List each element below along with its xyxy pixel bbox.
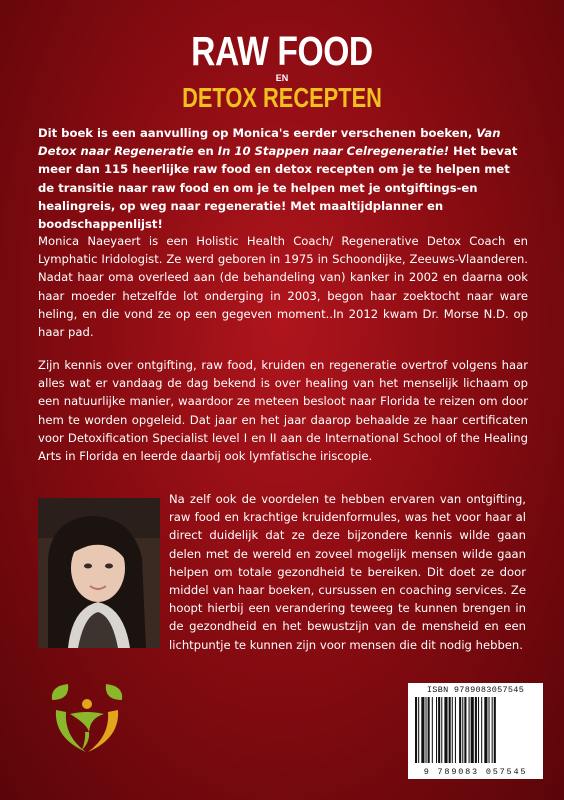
intro-text-c: en <box>193 144 218 159</box>
intro-text-e: Het bevat meer dan 115 heerlijke raw food en detox recepten om je te helpen met de transitie naar raw food en om je te helpen met je ontgiftings-en healingreis, op weg naar regeneratie! Met maaltijdplanner en boodschappenlijst! <box>38 144 518 232</box>
isbn-digits: 9 789083 057545 <box>423 767 528 777</box>
book-title <box>0 30 564 112</box>
barcode-bars <box>414 697 537 763</box>
intro-text-a: Dit boek is een aanvulling op Monica's eerder verschenen boeken, <box>38 126 477 140</box>
intro-book-title-1: Van Detox naar Regeneratie <box>38 126 501 159</box>
knowledge-paragraph: Zijn kennis over ontgifting, raw food, kruiden en regeneratie overtrof volgens haar alles wat er vandaag de dag bekend is over healing van het menselijk lichaam op een natuurlijke manier, waardoor ze meteen besloot naar Florida te reizen om door hem te worden opgeleid. Dat jaar en het jaar daarop behaalde ze haar certificaten voor Detoxification Specialist level I en II aan de International School of the Healing Arts in Florida en leerde daarbij ook lymfatische iriscopie. <box>38 358 528 464</box>
leaf-figure-logo-icon <box>46 680 128 760</box>
intro-book-title-2: In 10 Stappen naar Celregeneratie! <box>217 144 450 159</box>
bio-paragraph: Monica Naeyaert is een Holistic Health Coach/ Regenerative Detox Coach en Lymphatic Iridologist. Ze werd geboren in 1975 in Schoondijke, Zeeuws-Vlaanderen. Nadat haar oma overleed aan (de behandeling van) kanker in 2002 en daarna ook haar moeder hetzelfde lot onderging in 2003, begon haar zoektocht naar ware heling, en die vond ze op een gegeven moment..In 2012 kwam Dr. Morse N.D. op haar pad. <box>38 234 528 340</box>
isbn-label: ISBN 9789083057545 <box>426 685 525 695</box>
title-conjunction: EN <box>275 73 289 83</box>
mission-paragraph: Na zelf ook de voordelen te hebben ervaren van ontgifting, raw food en krachtige kruidenformules, was het voor haar al direct duidelijk dat ze deze bijzondere kennis wilde gaan delen met de wereld en zoveel mogelijk mensen wilde gaan helpen om totale gezondheid te bereiken. Dit doet ze door middel van haar boeken, cursussen en coaching services. Ze hoopt hierbij een verandering teweeg te kunnen brengen in de gezondheid en het bewustzijn van de mensheid en een lichtpuntje te kunnen zijn voor mensen die dit nodig hebben. <box>169 492 526 652</box>
title-main: RAW FOOD <box>191 28 373 74</box>
intro-paragraph <box>38 124 528 233</box>
author-photo <box>38 498 160 648</box>
title-sub: DETOX RECEPTEN <box>182 82 382 113</box>
barcode <box>408 683 543 779</box>
